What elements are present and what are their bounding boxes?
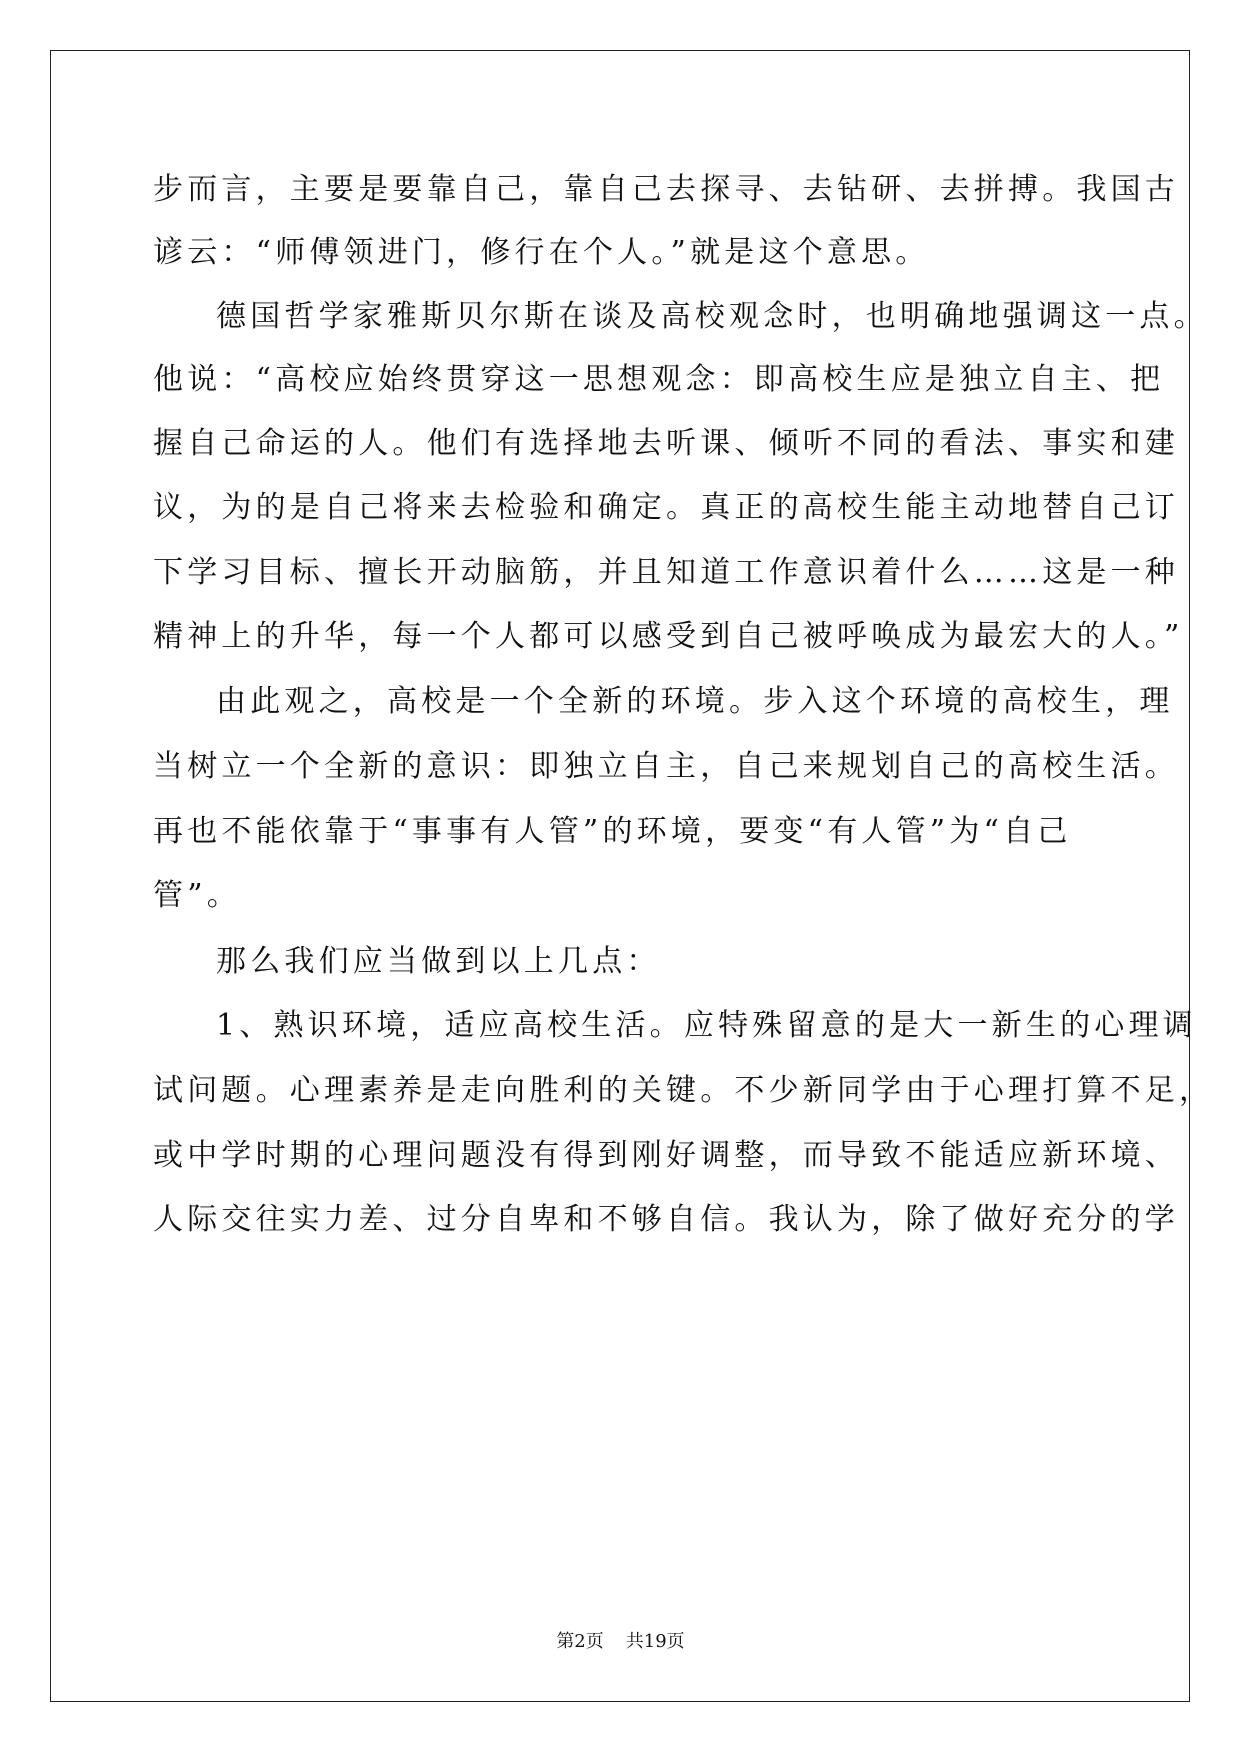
page-total: 共19页 [625, 1631, 685, 1652]
text-line: 1、熟识环境，适应高校生活。应特殊留意的是大一新生的心理调 [216, 1008, 1197, 1043]
text-line: 管”。 [153, 878, 241, 913]
text-line: 那么我们应当做到以上几点： [216, 944, 661, 979]
text-line: 试问题。心理素养是走向胜利的关键。不少新同学由于心理打算不足， [153, 1073, 1214, 1108]
text-line: 握自己命运的人。他们有选择地去听课、倾听不同的看法、事实和建 [153, 426, 1179, 461]
text-line: 他说：“高校应始终贯穿这一思想观念：即高校生应是独立自主、把 [153, 362, 1165, 397]
text-line: 当树立一个全新的意识：即独立自主，自己来规划自己的高校生活。 [153, 749, 1179, 784]
text-line: 下学习目标、擅长开动脑筋，并且知道工作意识着什么……这是一种 [153, 555, 1179, 590]
text-line: 由此观之，高校是一个全新的环境。步入这个环境的高校生，理 [216, 684, 1174, 719]
text-line: 精神上的升华，每一个人都可以感受到自己被呼唤成为最宏大的人。” [153, 619, 1184, 654]
text-line: 再也不能依靠于“事事有人管”的环境，要变“有人管”为“自己 [153, 814, 1072, 849]
text-line: 步而言，主要是要靠自己，靠自己去探寻、去钻研、去拼搏。我国古 [153, 172, 1179, 207]
text-line: 人际交往实力差、过分自卑和不够自信。我认为，除了做好充分的学 [153, 1202, 1179, 1237]
page-footer [0, 1631, 1241, 1653]
text-line: 德国哲学家雅斯贝尔斯在谈及高校观念时，也明确地强调这一点。 [216, 299, 1208, 334]
text-line: 议，为的是自己将来去检验和确定。真正的高校生能主动地替自己订 [153, 490, 1179, 525]
text-line: 或中学时期的心理问题没有得到刚好调整，而导致不能适应新环境、 [153, 1138, 1179, 1173]
page-number: 第2页 [556, 1631, 604, 1652]
text-line: 谚云：“师傅领进门，修行在个人。”就是这个意思。 [153, 235, 930, 270]
